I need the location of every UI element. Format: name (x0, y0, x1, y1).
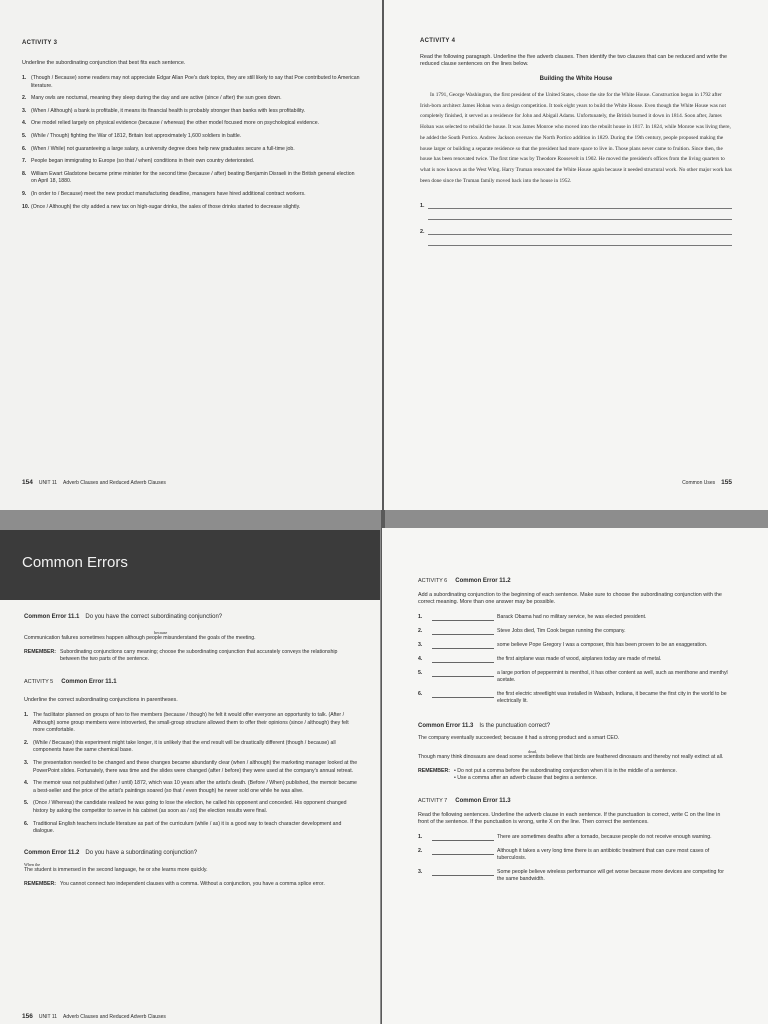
item-text: (Though / Because) some readers may not appreciate Edgar Allan Poe's dark topics, they are still likely to say that Poe contributed to American literature. (31, 75, 360, 89)
list-item (418, 656, 732, 663)
list-item (22, 108, 360, 116)
item-text: (Once / Whereas) the candidate realized he was going to lose the election, he called his opponent and conceded. His opponent changed history by asking the competitor to serve in his cabinet (as soon as / so) the election results were final. (33, 800, 347, 814)
item-number: 4. (22, 120, 27, 127)
footer-title: Adverb Clauses and Reduced Adverb Clauses (63, 480, 166, 486)
activity-item-list (24, 712, 358, 836)
list-item (24, 760, 358, 775)
page-156 (0, 530, 380, 1024)
correction-mark: When the (24, 861, 41, 867)
item-number: 5. (418, 670, 423, 676)
banner-title: Common Errors (22, 554, 128, 571)
section-banner (0, 530, 380, 600)
list-item (418, 848, 732, 862)
item-number: 5. (24, 800, 29, 807)
list-item (418, 834, 732, 841)
item-text: People began immigrating to Europe (so that / when) conditions in their own country deteriorated. (31, 158, 255, 165)
item-number: 2. (418, 628, 423, 634)
answer-blank[interactable] (432, 869, 494, 876)
item-text: (In order to / Because) meet the new product manufacturing deadline, managers have hired additional contract workers. (31, 190, 306, 197)
page-number: 155 (721, 479, 732, 486)
item-text: (While / Because) this experiment might take longer, it is unlikely that the end result will be drastically different (though / because) all components have the same chemical base. (33, 739, 336, 754)
list-item (24, 740, 358, 755)
list-item (418, 691, 732, 705)
item-text: Although it takes a very long time there is an antibiotic treatment that can cure most cases of tuberculosis. (497, 848, 710, 861)
activity-instructions: Underline the correct subordinating conjunctions in parentheses. (24, 697, 178, 703)
item-text: Steve Jobs died, Tim Cook began running the company. (497, 628, 626, 634)
item-number: 2. (22, 95, 27, 102)
list-item (22, 120, 360, 128)
activity-instructions: Read the following sentences. Underline the adverb clause in each sentence. If the punctuation is correct, write C on the line in front of the sentence. If the punctuation is wrong, write X on the line. Then correct the sentences. (418, 812, 721, 825)
list-item (22, 158, 360, 166)
footer-unit: UNIT 11 (38, 1014, 58, 1020)
item-text: Many owls are nocturnal, meaning they sleep during the day and are active (since / after) the sun goes down. (31, 95, 282, 102)
correction-mark: dead, (528, 749, 537, 754)
answer-line[interactable] (420, 235, 732, 246)
item-number: 3. (418, 869, 423, 875)
activity-instructions: Underline the subordinating conjunction that best fits each sentence. (22, 60, 186, 66)
list-item (22, 191, 360, 199)
answer-blank[interactable] (432, 691, 494, 698)
item-number: 1. (24, 712, 29, 718)
page-number: 154 (22, 479, 33, 486)
answer-blank[interactable] (432, 848, 494, 855)
list-item (24, 780, 358, 795)
page-154 (0, 0, 382, 510)
item-number: 7. (22, 158, 27, 165)
item-text: (When / Although) a bank is profitable, it means its financial health is probably stronger than banks with less profitability. (31, 107, 306, 114)
item-number: 6. (418, 691, 423, 697)
page-footer (22, 1013, 166, 1020)
page-footer (682, 479, 732, 486)
remember-note: REMEMBER: Subordinating conjunctions carry meaning; choose the subordinating conjunction that accurately conveys the relationship between the two parts of the sentence. (24, 649, 338, 662)
error-example: dead, Though many think dinosaurs are dead some scientists believe that birds are feathered dinosaurs and thereby not really extinct at all. (418, 749, 732, 761)
item-text: the first airplane was made of wood, airplanes today are made of metal. (497, 656, 662, 662)
item-text: (When / While) not guaranteeing a large salary, a university degree does help new graduates secure a full-time job. (31, 145, 295, 152)
answer-blank[interactable] (432, 628, 494, 635)
answer-blank[interactable] (432, 834, 494, 841)
answer-line[interactable]: 1. (420, 198, 732, 209)
answer-blank[interactable] (432, 670, 494, 677)
activity-title: ACTIVITY 3 (22, 40, 58, 46)
activity-item-list (418, 834, 732, 883)
answer-blank[interactable] (432, 642, 494, 649)
item-text: the first electric streetlight was installed in Wabash, Indiana, it became the first city in the world to be electrically lit. (497, 691, 727, 704)
page-footer (22, 479, 166, 486)
list-item (22, 204, 360, 212)
list-item (418, 614, 732, 621)
error-example: When the The student is immersed in the second language, he or she learns more quickly. (24, 862, 358, 874)
item-text: One model relied largely on physical evidence (because / whereas) the other model focused more on psychological evidence. (31, 120, 320, 127)
list-item (22, 146, 360, 154)
common-error-heading: Common Error 11.2 Do you have a subordinating conjunction? (24, 849, 198, 856)
item-number: 8. (22, 170, 27, 177)
item-text: Traditional English teachers include literature as part of the curriculum (while / as) it is a good way to teach character development and dialogue. (33, 820, 342, 835)
reading-title: Building the White House (539, 76, 613, 82)
item-number: 6. (22, 145, 27, 152)
item-text: There are sometimes deaths after a tornado, because people do not receive enough warning. (497, 834, 712, 840)
list-item (22, 133, 360, 141)
common-error-heading: Common Error 11.1 Do you have the correct subordinating conjunction? (24, 614, 223, 620)
item-number: 6. (24, 820, 29, 827)
list-item (24, 712, 358, 735)
activity-instructions: Read the following paragraph. Underline the five adverb clauses. Then identify the two clauses that can be reduced and write the reduced clause sentences on the lines below. (420, 54, 728, 67)
item-number: 3. (418, 642, 423, 648)
page-155 (384, 0, 768, 510)
page-number: 156 (22, 1013, 33, 1020)
list-item (418, 670, 732, 684)
answer-blank[interactable] (432, 614, 494, 621)
correction-mark: because (154, 630, 168, 635)
item-number: 2. (418, 848, 423, 854)
item-number: 1. (22, 75, 27, 81)
answer-line[interactable] (420, 209, 732, 220)
remember-note: REMEMBER: You cannot connect two independent clauses with a comma. Without a conjunction, you have a comma splice error. (24, 880, 325, 887)
answer-blank[interactable] (432, 656, 494, 663)
activity-item-list (418, 614, 732, 705)
item-number: 5. (22, 132, 27, 139)
list-item (418, 642, 732, 649)
activity-title: ACTIVITY 4 (420, 38, 456, 44)
error-example: because Communication failures sometimes happen although people misunderstand the goals of the meeting. (24, 630, 358, 642)
item-text: The memoir was not published (after / until) 1872, which was 10 years after the artist's death. (Before / When) published, the memoir became a best-seller and the price of the artist's paintings soared (so that / even though) he never sold one while he was alive. (33, 780, 357, 794)
item-text: William Ewart Gladstone became prime minister for the second time (because / after) beating Benjamin Disraeli in the British general election on April 18, 1880. (31, 170, 355, 185)
item-text: The presentation needed to be changed and these changes became abundantly clear (when / although) the marketing manager looked at the PowerPoint slides. Fortunately, there was time and the slides were changed (after / before) they were used at the company's annual retreat. (33, 759, 358, 774)
item-text: (Once / Although) the city added a new tax on high-sugar drinks, the sales of those drinks started to decrease slightly. (31, 203, 301, 210)
activity-heading: ACTIVITY 6 Common Error 11.2 (418, 578, 511, 584)
item-text: Some people believe wireless performance will get worse because more devices are competing for the same bandwidth. (497, 869, 724, 882)
list-item (24, 821, 358, 836)
list-item (22, 95, 360, 103)
item-number: 4. (24, 780, 29, 787)
item-number: 3. (24, 759, 29, 766)
item-number: 3. (22, 107, 27, 114)
footer-unit: UNIT 11 (38, 480, 58, 486)
item-text: The facilitator planned on groups of two to five members (because / though) he felt it would offer everyone an opportunity to talk. (After / Although) some group members were introverted, the small-group structure allowed them to offer their opinions (since / although) they felt more comfortable. (33, 712, 349, 734)
remember-bullet: • Use a comma after an adverb clause that begins a sentence. (454, 775, 598, 781)
page-157 (382, 528, 768, 1024)
reading-paragraph: In 1791, George Washington, the first president of the United States, chose the site for the White House. Construction began in 1792 after Irish-born architect James Hoban won a design competition. It took eight years to build the White House. Even though the White House was not completely finished, it served as a residence for John and Abigail Adams. Unfortunately, the British burned it down in 1814. Soon after, James Hoban was selected to rebuild the house. It was James Monroe who moved into the rebuilt house in 1817. In 1824, while Monroe was living there, he added the South Portico. Andrew Jackson oversaw the North Portico addition in 1829. During the 19th century, people proposed making the house larger or building a separate residence so that the president had more space to live in. Those plans never came to fruition. Since then, the house has been renovated twice. The first time was by Theodore Roosevelt in 1902. He moved the president's offices from the living quarters to what is now known as the West Wing. Harry Truman renovated the White House again because it needed structural work. No other major work has been done since the Truman family moved back into the house in 1952. (420, 92, 732, 184)
item-number: 1. (418, 614, 423, 620)
item-number: 2. (24, 739, 29, 746)
error-example: The company eventually succeeded; because it had a strong product and a smart CEO. (418, 735, 620, 741)
list-item (418, 628, 732, 635)
list-item (22, 171, 360, 186)
activity-heading: ACTIVITY 7 Common Error 11.3 (418, 798, 511, 804)
item-number: 10. (22, 203, 30, 210)
activity-item-list (22, 75, 360, 211)
item-text: some believe Pope Gregory I was a composer, this has been proven to be an exaggeration. (497, 642, 708, 648)
item-number: 1. (418, 834, 423, 840)
remember-bullet: • Do not put a comma before the subordinating conjunction when it is in the middle of a sentence. (454, 768, 678, 774)
item-text: a large portion of peppermint is menthol, it has other content as well, such as menthone and menthyl acetate. (497, 670, 728, 683)
item-number: 9. (22, 190, 27, 197)
list-item (24, 800, 358, 815)
common-error-heading: Common Error 11.3 Is the punctuation correct? (418, 723, 551, 729)
remember-note: REMEMBER: • Do not put a comma before the subordinating conjunction when it is in the middle of a sentence. • Use a comma after an adverb clause that begins a sentence. (418, 768, 678, 781)
list-item (418, 869, 732, 883)
item-text: Barack Obama had no military service, he was elected president. (497, 614, 647, 620)
footer-title: Adverb Clauses and Reduced Adverb Clauses (63, 1014, 166, 1020)
answer-line[interactable]: 2. (420, 224, 732, 235)
list-item (22, 75, 360, 90)
activity-heading: ACTIVITY 5 Common Error 11.1 (24, 679, 117, 685)
answer-lines (420, 198, 732, 246)
activity-instructions: Add a subordinating conjunction to the beginning of each sentence. Make sure to choose the subordinating conjunction with the correct meaning. More than one answer may be possible. (418, 592, 722, 605)
item-text: (While / Though) fighting the War of 1812, Britain lost approximately 1,600 soldiers in battle. (31, 132, 242, 139)
footer-section: Common Uses (682, 480, 716, 486)
item-number: 4. (418, 656, 423, 662)
